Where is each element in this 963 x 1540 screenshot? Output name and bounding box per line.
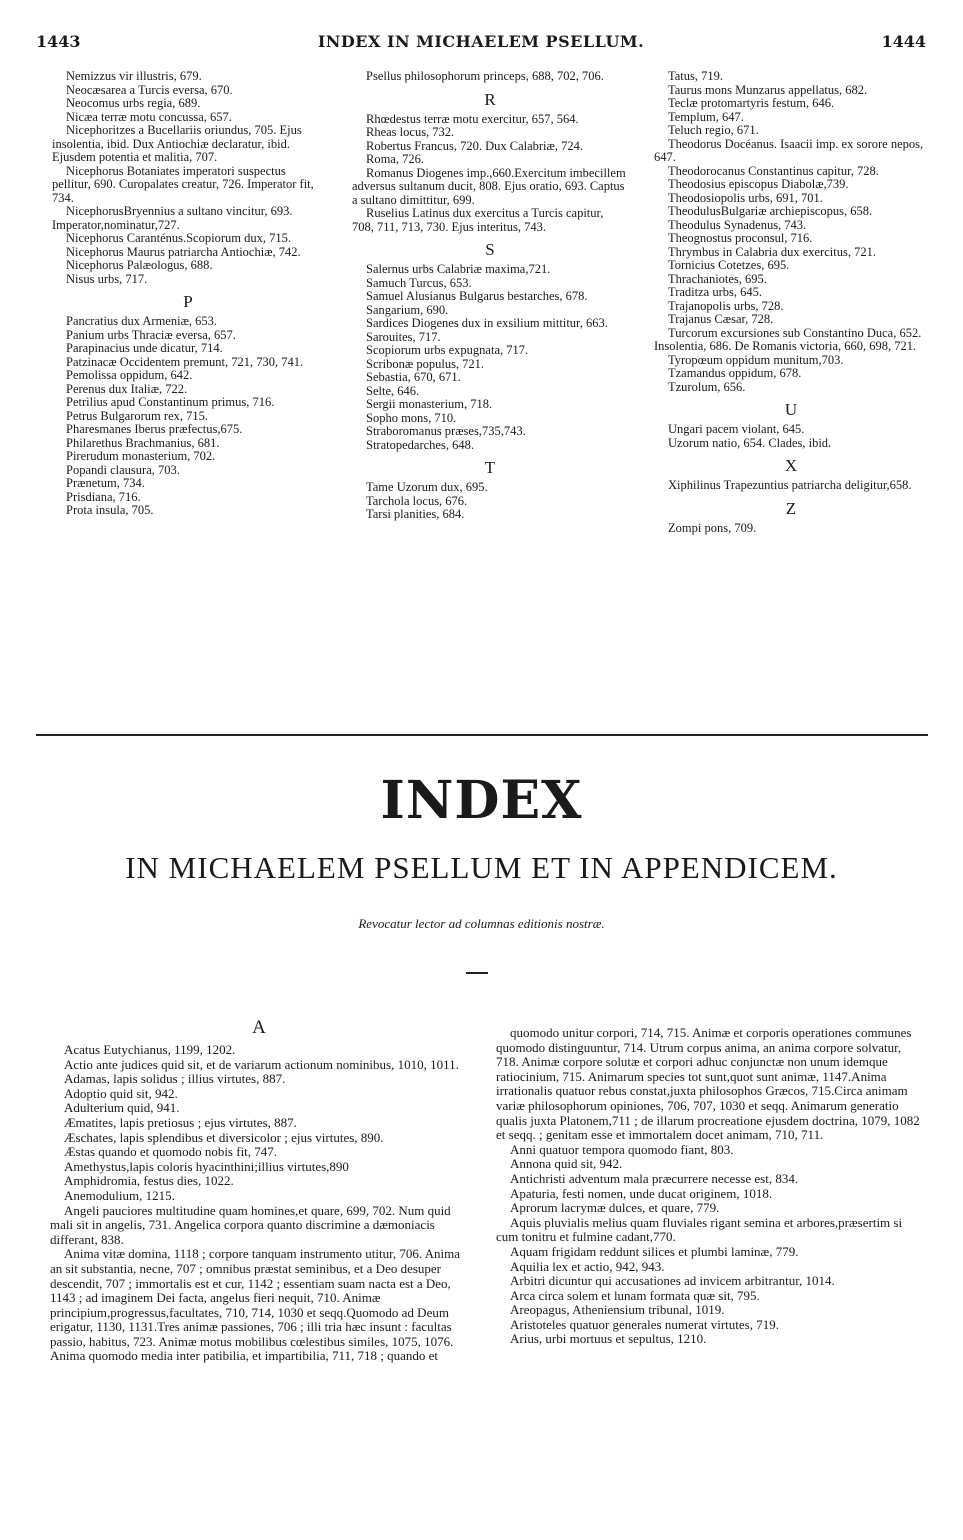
index-entry: Tatus, 719. [668, 69, 724, 83]
index-entry: Philarethus Brachmanius, 681. [66, 435, 220, 450]
index-entry: Nemizzus vir illustris, 679. [66, 69, 202, 83]
index-entry: Sarouites, 717. [366, 329, 441, 344]
index-entry: Tornicius Cotetzes, 695. [668, 258, 790, 272]
index-entry: Rheas locus, 732. [366, 125, 455, 139]
index-entry: Perenus dux Italiæ, 722. [66, 381, 188, 396]
index-entry: Sangarium, 690. [366, 302, 449, 317]
letter-heading: T [484, 458, 496, 477]
letter-heading: R [484, 89, 496, 109]
index-entry: Ungari pacem violant, 645. [668, 422, 805, 436]
index-entry: Samuch Turcus, 653. [366, 275, 472, 290]
index-entry: Thrachaniotes, 695. [668, 271, 767, 286]
index-subtitle: IN MICHAELEM PSELLUM ET IN APPENDICEM. [125, 850, 838, 885]
index-entry: Arca circa solem et lunam formata quæ sit, 795. [510, 1287, 760, 1303]
index-entry: Apaturia, festi nomen, unde ducat originem, 1018. [510, 1185, 773, 1201]
short-rule [466, 972, 488, 974]
index-entry: Amphidromia, festus dies, 1022. [64, 1173, 234, 1189]
index-entry: Aprorum lacrymæ dulces, et quare, 779. [510, 1200, 720, 1216]
index-entry: Æstas quando et quomodo nobis fit, 747. [64, 1144, 278, 1160]
index-entry: Nicephorus Botaniates imperatori suspectus pellitur, 690. Curopalates creatur, 726. Imperator fit, 734. [52, 163, 314, 205]
index-entry: Aristoteles quatuor generales numerat virtutes, 719. [510, 1316, 779, 1332]
index-entry: Anni quatuor tempora quomodo fiant, 803. [510, 1141, 734, 1157]
index-entry: NicephorusBryennius a sultano vincitur, 693. Imperator,nominatur,727. [52, 204, 293, 232]
index-entry: Theognostus proconsul, 716. [668, 231, 813, 245]
letter-heading: A [252, 1017, 266, 1038]
index-entry: Tarchola locus, 676. [366, 493, 468, 508]
index-entry: Rhœdestus terræ motu exercitur, 657, 564. [366, 111, 579, 126]
index-entry: Samuel Alusianus Bulgarus bestarches, 678. [366, 289, 588, 303]
index-entry: Xiphilinus Trapezuntius patriarcha deligitur,658. [668, 478, 912, 492]
index-entry: Neocomus urbs regia, 689. [66, 96, 201, 110]
letter-heading: X [784, 456, 798, 475]
index-entry: Neocæsarea a Turcis eversa, 670. [66, 82, 233, 97]
index-entry: quomodo unitur corpori, 714, 715. Animæ et corporis operationes communes quomodo distinguuntur, 714. Utrum corpus anima, an anima corpore solvatur, 718. Animæ corpore solutæ et corpori adhuc conjunctæ non unum idemque ratiocinium, 715. Animarum species tot sunt,quot sunt animæ, 1147.Anima irrationalis quatuor rebus constat,juxta philosophos Græcos, 715.Circa animam variæ philosophorum opiniones, 706, 707, 1030 et seqq. Animarum generatio qualis juxta Platonem,711 ; de illarum procreatione ejusdem doctrina, 1079, 1082 et seqq. ; genitam esse et immortalem docet animam, 710, 711. [496, 1025, 920, 1143]
index-entry: Tarsi planities, 684. [366, 507, 465, 521]
index-entry: Arbitri dicuntur qui accusationes ad invicem arbitrantur, 1014. [510, 1273, 835, 1289]
index-entry: Psellus philosophorum princeps, 688, 702, 706. [366, 69, 604, 83]
index-entry: Thrymbus in Calabria dux exercitus, 721. [668, 244, 876, 259]
index-entry: Zompi pons, 709. [668, 520, 757, 535]
index-entry: Scopiorum urbs expugnata, 717. [366, 343, 529, 357]
appendix-column-1 [50, 1018, 468, 1364]
index-entry: Nicephorus Caranténus.Scopiorum dux, 715. [66, 231, 291, 245]
index-entry: Teluch regio, 671. [668, 123, 759, 137]
index-entry: Straboromanus præses,735,743. [366, 424, 526, 438]
index-entry: Turcorum excursiones sub Constantino Duca, 652. Insolentia, 686. De Romanis victoria, 660, 698, 721. [654, 325, 922, 353]
index-entry: Nisus urbs, 717. [66, 271, 148, 286]
index-entry: Tyropœum oppidum munitum,703. [668, 352, 844, 367]
index-entry: Stratopedarches, 648. [366, 437, 474, 452]
index-entry: Nicephorus Maurus patriarcha Antiochiæ, 742. [66, 244, 301, 259]
index-entry: Nicephorus Palæologus, 688. [66, 258, 213, 272]
index-entry: Acatus Eutychianus, 1199, 1202. [64, 1042, 236, 1057]
page-number-left: 1443 [36, 32, 81, 51]
index-entry: Taurus mons Munzarus appellatus, 682. [668, 82, 868, 97]
index-entry: Salernus urbs Calabriæ maxima,721. [366, 262, 551, 276]
index-entry: Arius, urbi mortuus et sepultus, 1210. [510, 1331, 707, 1347]
index-entry: Amethystus,lapis coloris hyacinthini;illius virtutes,890 [64, 1158, 349, 1174]
index-entry: TheodulusBulgariæ archiepiscopus, 658. [668, 204, 873, 218]
index-entry: Nicæa terræ motu concussa, 657. [66, 109, 232, 124]
index-entry: Prænetum, 734. [66, 476, 145, 490]
index-entry: Ruselius Latinus dux exercitus a Turcis capitur, 708, 711, 713, 730. Ejus interitus, 743. [352, 206, 604, 234]
index-entry: Aquilia lex et actio, 942, 943. [510, 1258, 665, 1274]
index-entry: Pancratius dux Armeniæ, 653. [66, 314, 218, 328]
index-entry: Uzorum natio, 654. Clades, ibid. [668, 435, 832, 450]
index-column-3 [654, 70, 928, 535]
index-entry: Prisdiana, 716. [66, 489, 141, 504]
index-entry: Panium urbs Thraciæ eversa, 657. [66, 327, 236, 342]
index-entry: Selte, 646. [366, 383, 420, 398]
index-entry: Tzamandus oppidum, 678. [668, 366, 802, 380]
letter-heading: P [183, 292, 193, 311]
index-entry: Theodosius episcopus Diabolæ,739. [668, 177, 849, 191]
index-entry: Petrus Bulgarorum rex, 715. [66, 408, 208, 423]
index-entry: Areopagus, Atheniensium tribunal, 1019. [510, 1302, 725, 1318]
index-entry: Anima vitæ domina, 1118 ; corpore tanquam instrumento utitur, 706. Anima an sit substantia, necne, 707 ; omnibus præstat seminibus, et a Deo desuper descendit, 707 ; immortalis est et cur, 1142 ; essentiam suam nacta est a Deo, 1143 ; ad imaginem Dei facta, angelus fieri nequit, 710. Animæ principium,progressus,facultates, 710, 714, 1030 et seqq.Quomodo ad Deum erigatur, 1130, 1131.Tres animæ passiones, 706 ; illi tria hæc insunt : facultas passio, habitus, 723. Animæ motus mobilibus cœlestibus similes, 1075, 1076. Anima quomodo media inter patibilia, et impartibilia, 711, 718 ; quando et [50, 1246, 461, 1364]
index-entry: Theodorocanus Constantinus capitur, 728. [668, 163, 879, 178]
index-entry: Pirerudum monasterium, 702. [66, 449, 216, 463]
index-entry: Angeli pauciores multitudine quam homines,et quare, 699, 702. Num quid mali sit in angelis, 731. Angelica corpora quanto discrimine a dæmoniacis differant, 838. [50, 1202, 451, 1247]
index-entry: Adoptio quid sit, 942. [64, 1085, 178, 1101]
index-entry: Theodorus Docéanus. Isaacii imp. ex sorore nepos, 647. [654, 136, 924, 164]
letter-heading: Z [785, 498, 797, 518]
index-entry: Sardices Diogenes dux in exsilium mittitur, 663. [366, 316, 608, 330]
index-entry: Robertus Francus, 720. Dux Calabriæ, 724. [366, 138, 583, 153]
index-entry: Annona quid sit, 942. [510, 1156, 623, 1172]
index-entry: Parapinacius unde dicatur, 714. [66, 341, 223, 355]
index-entry: Pemolissa oppidum, 642. [66, 368, 193, 382]
index-entry: Prota insula, 705. [66, 503, 154, 517]
index-entry: Theodulus Synadenus, 743. [668, 217, 807, 232]
index-entry: Æschates, lapis splendibus et diversicolor ; ejus virtutes, 890. [64, 1129, 384, 1145]
index-entry: Patzinacæ Occidentem premunt, 721, 730, 741. [66, 354, 304, 369]
index-entry: Templum, 647. [668, 109, 744, 124]
letter-heading: S [485, 240, 495, 259]
index-entry: Popandi clausura, 703. [66, 462, 180, 477]
index-entry: Aquis pluvialis melius quam fluviales rigant semina et arbores,præsertim si cum tonitru et fulmine cadant,770. [496, 1214, 903, 1245]
running-title: INDEX IN MICHAELEM PSELLUM. [317, 32, 645, 51]
index-entry: Æmatites, lapis pretiosus ; ejus virtutes, 887. [64, 1114, 297, 1130]
index-title: INDEX [380, 770, 583, 831]
index-column-2 [352, 70, 628, 522]
page-number-right: 1444 [881, 32, 926, 51]
index-entry: Petrilius apud Constantinum primus, 716. [66, 395, 275, 409]
index-entry: Sebastia, 670, 671. [366, 370, 461, 384]
index-entry: Theodosiopolis urbs, 691, 701. [668, 190, 823, 205]
index-entry: Trajanus Cæsar, 728. [668, 312, 774, 326]
index-entry: Sopho mons, 710. [366, 410, 457, 425]
index-entry: Nicephoritzes a Bucellariis oriundus, 705. Ejus insolentia, ibid. Dux Antiochiæ declaratur, ibid. Ejusdem potentia et malitia, 707. [52, 123, 302, 164]
index-entry: Tame Uzorum dux, 695. [366, 480, 488, 494]
reader-note: Revocatur lector ad columnas editionis nostræ. [358, 916, 605, 931]
section-divider [36, 734, 928, 736]
appendix-column-2 [496, 1026, 926, 1347]
index-entry: Adulterium quid, 941. [64, 1100, 180, 1116]
letter-heading: U [784, 400, 798, 419]
index-entry: Scribonæ populus, 721. [366, 356, 485, 371]
index-entry: Adamas, lapis solidus ; illius virtutes, 887. [64, 1071, 286, 1087]
index-entry: Traditza urbs, 645. [668, 285, 762, 299]
index-entry: Antichristi adventum mala præcurrere necesse est, 834. [510, 1170, 799, 1186]
index-entry: Tzurolum, 656. [668, 379, 746, 394]
index-column-1 [52, 70, 324, 518]
index-entry: Anemodulium, 1215. [64, 1187, 175, 1203]
index-entry: Teclæ protomartyris festum, 646. [668, 96, 835, 110]
index-entry: Trajanopolis urbs, 728. [668, 298, 784, 313]
index-entry: Aquam frigidam reddunt silices et plumbi laminæ, 779. [510, 1243, 799, 1259]
index-entry: Actio ante judices quid sit, et de variarum actionum nominibus, 1010, 1011. [64, 1056, 459, 1072]
index-entry: Pharesmanes Iberus præfectus,675. [66, 422, 243, 436]
index-entry: Sergii monasterium, 718. [366, 397, 493, 411]
index-entry: Roma, 726. [366, 152, 424, 166]
running-header [36, 32, 926, 56]
index-entry: Romanus Diogenes imp.,660.Exercitum imbecillem adversus sultanum ducit, 808. Ejus oratio, 693. Captus a sultano dimittitur, 699. [352, 165, 626, 207]
